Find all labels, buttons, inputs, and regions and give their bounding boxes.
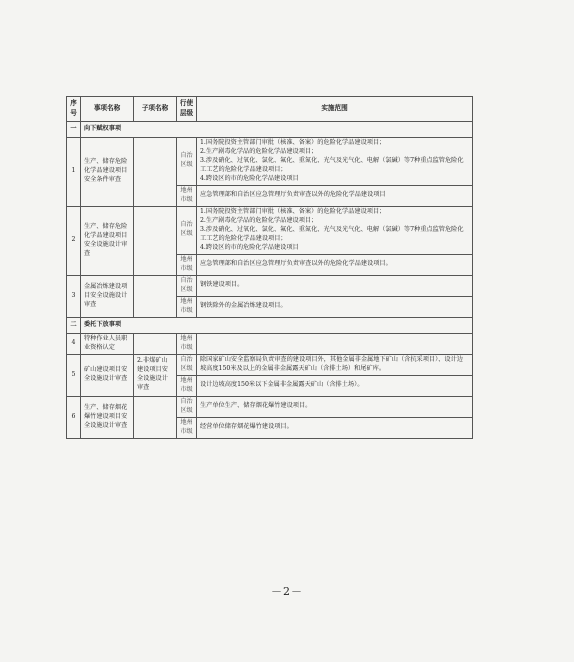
item-scope <box>197 375 473 396</box>
item-no: 1 <box>67 138 81 207</box>
scope-line: 2.生产剧毒化学品的危险化学品建设项目； <box>200 216 318 224</box>
item-level: 地州市级 <box>177 333 197 354</box>
item-level: 自治区级 <box>177 138 197 186</box>
item-scope <box>197 296 473 317</box>
table-row <box>67 354 473 375</box>
scope-line: 2.生产剧毒化学品的危险化学品建设项目； <box>200 147 318 155</box>
item-sub <box>134 333 177 354</box>
page-number: －2－ <box>271 585 303 598</box>
table-row <box>67 396 473 417</box>
item-sub <box>134 138 177 207</box>
item-name: 矿山建设项目安全设施设计审查 <box>81 354 134 396</box>
scope-line: 4.跨设区的市的危险化学品建设项目 <box>200 174 299 182</box>
item-level: 地州市级 <box>177 254 197 275</box>
item-no: 2 <box>67 206 81 275</box>
item-name: 生产、储存危险化学品建设项目安全条件审查 <box>81 138 134 207</box>
item-scope <box>197 396 473 417</box>
table-row <box>67 333 473 354</box>
scope-line: 钢铁建设项目。 <box>200 281 244 289</box>
item-name: 生产、储存危险化学品建设项目安全设施设计审查 <box>81 206 134 275</box>
item-level: 自治区级 <box>177 275 197 296</box>
scope-line: 生产单位生产、储存烟花爆竹建设项目。 <box>200 402 312 410</box>
item-scope <box>197 138 473 186</box>
item-level: 地州市级 <box>177 185 197 206</box>
item-level: 地州市级 <box>177 375 197 396</box>
item-level: 自治区级 <box>177 354 197 375</box>
item-scope <box>197 206 473 254</box>
scope-line: 1.国务院投资主管部门审批（核准、备案）的危险化学品建设项目； <box>200 207 386 215</box>
header-sub: 子项名称 <box>134 97 177 122</box>
section-row <box>67 122 473 138</box>
approval-items-table <box>66 96 473 439</box>
item-scope <box>197 254 473 275</box>
item-level: 地州市级 <box>177 417 197 438</box>
table-body <box>67 122 473 439</box>
item-scope <box>197 185 473 206</box>
item-scope <box>197 417 473 438</box>
section-no: 一 <box>67 122 81 138</box>
scope-line: 3.涉及硝化、过氧化、氯化、氟化、重氮化、光气及光气化、电解（氯碱）等7种重点监管危险化工工艺的危险化学品建设项目； <box>200 156 464 173</box>
item-no: 5 <box>67 354 81 396</box>
section-title: 委托下放事项 <box>81 317 473 333</box>
scope-line: 4.跨设区的市的危险化学品建设项目 <box>200 243 299 251</box>
item-name: 金属冶炼建设项目安全设施设计审查 <box>81 275 134 317</box>
item-scope <box>197 333 473 354</box>
item-sub <box>134 206 177 275</box>
section-row <box>67 317 473 333</box>
scope-line: 经营单位储存烟花爆竹建设项目。 <box>200 423 293 431</box>
item-level: 自治区级 <box>177 396 197 417</box>
header-name: 事项名称 <box>81 97 134 122</box>
section-title: 向下赋权事项 <box>81 122 473 138</box>
table-row <box>67 206 473 254</box>
scope-line: 1.国务院投资主管部门审批（核准、备案）的危险化学品建设项目； <box>200 139 386 146</box>
scope-line: 钢铁除外的金属冶炼建设项目。 <box>200 302 287 310</box>
scope-line: 除国家矿山安全监察局负责审查的建设项目外，其他金属非金属地下矿山（含抗采项目）、设计边坡高度150米及以上的金属非金属露天矿山（含排土场）和尾矿库。 <box>200 355 463 372</box>
scope-line: 应急管理部和自治区应急管理厅负责审查以外的危险化学品建设项目。 <box>200 260 392 268</box>
scope-line: 3.涉及硝化、过氧化、氯化、氟化、重氮化、光气及光气化、电解（氯碱）等7种重点监管危险化工工艺的危险化学品建设项目； <box>200 225 464 242</box>
scope-line: 设计边坡高度150米以下金属非金属露天矿山（含排土场）。 <box>200 381 364 389</box>
header-scope: 实施范围 <box>197 97 473 122</box>
table-row <box>67 138 473 186</box>
item-level: 地州市级 <box>177 296 197 317</box>
table-row <box>67 275 473 296</box>
item-scope <box>197 354 473 375</box>
header-no: 序号 <box>67 97 81 122</box>
item-no: 6 <box>67 396 81 438</box>
section-no: 二 <box>67 317 81 333</box>
table-header-row <box>67 97 473 122</box>
item-name: 特种作业人员职业资格认定 <box>81 333 134 354</box>
item-no: 4 <box>67 333 81 354</box>
item-sub: 2.非煤矿山建设项目安全设施设计审查 <box>134 354 177 396</box>
header-level: 行使层级 <box>177 97 197 122</box>
scope-line: 应急管理部和自治区应急管理厅负责审查以外的危险化学品建设项目 <box>200 191 386 199</box>
item-sub <box>134 275 177 317</box>
item-name: 生产、储存烟花爆竹建设项目安全设施设计审查 <box>81 396 134 438</box>
item-no: 3 <box>67 275 81 317</box>
item-level: 自治区级 <box>177 206 197 254</box>
item-sub <box>134 396 177 438</box>
item-scope <box>197 275 473 296</box>
